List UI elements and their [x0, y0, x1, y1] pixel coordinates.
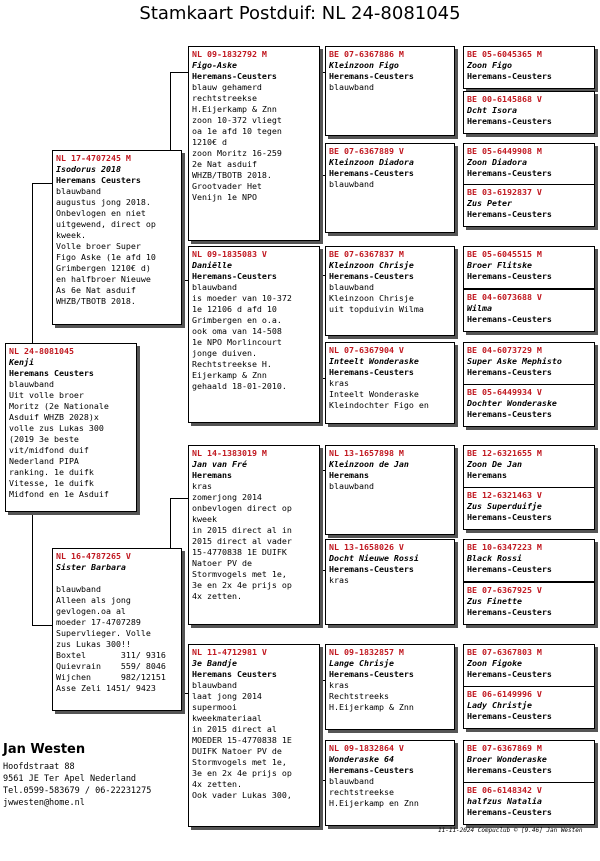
owner-email: jwwesten@home.nl — [3, 798, 85, 808]
pigeon-card-dam-dam — [188, 644, 320, 827]
ring-number: BE 05-6449934 V — [467, 387, 542, 397]
breeder-name: Heremans-Ceusters — [467, 765, 552, 775]
pigeon-card-gen4-3 — [463, 143, 595, 186]
pigeon-name: Kleinzoon Chrisje — [329, 260, 414, 270]
pigeon-card-sire — [52, 150, 182, 325]
pigeon-card-gen4-13 — [463, 644, 595, 687]
ring-number: BE 07-6367925 V — [467, 585, 542, 595]
pigeon-card-gen4-9 — [463, 445, 595, 488]
ring-number: NL 14-1383019 M — [192, 448, 267, 458]
pigeon-name: Kleinzoon de Jan — [329, 459, 409, 469]
pigeon-name: 3e Bandje — [192, 658, 237, 668]
pigeon-name: Inteelt Wonderaske — [329, 356, 419, 366]
breeder-name: Heremans-Ceusters — [467, 71, 552, 81]
breeder-name — [56, 573, 178, 584]
pigeon-card-gen4-5 — [463, 246, 595, 289]
ring-number: BE 03-6192837 V — [467, 187, 542, 197]
connector-line — [32, 512, 33, 625]
pigeon-card-sd-dam — [325, 342, 455, 424]
pigeon-notes: blauwband is moeder van 10-372 1e 12106 d afd 10 Grimbergen en o.a. ook oma van 14-508 1e NPO Morlincourt jonge duiven. Rechtstreekse H. Eijerkamp & Znn gehaald 18-01-2010. — [192, 282, 292, 391]
pigeon-card-gen4-15 — [463, 740, 595, 783]
breeder-name: Heremans-Ceusters — [467, 409, 552, 419]
footer-credit: 11-11-2024 Compuclub © [9.46] Jan Westen — [438, 827, 583, 834]
breeder-name: Heremans-Ceusters — [329, 669, 414, 679]
ring-number: NL 11-4712981 V — [192, 647, 267, 657]
breeder-name: Heremans-Ceusters — [329, 271, 414, 281]
ring-number: BE 06-6148342 V — [467, 785, 542, 795]
connector-line — [32, 625, 52, 626]
pigeon-name: Kenji — [9, 357, 34, 367]
pigeon-notes: kras — [329, 575, 349, 585]
pigeon-card-sd-sire — [325, 246, 455, 336]
pigeon-card-gen4-1 — [463, 46, 595, 89]
ring-number: NL 13-1657898 M — [329, 448, 404, 458]
connector-line — [170, 72, 188, 73]
ring-number: NL 07-6367904 V — [329, 345, 404, 355]
breeder-name: Heremans-Ceusters — [467, 711, 552, 721]
ring-number: BE 00-6145868 V — [467, 94, 542, 104]
pigeon-card-ss-sire — [325, 46, 455, 136]
pigeon-card-dd-sire — [325, 644, 455, 730]
pigeon-notes: blauwband — [329, 481, 374, 491]
pigeon-card-ss-dam — [325, 143, 455, 233]
breeder-name: Heremans-Ceusters — [467, 271, 552, 281]
ring-number: BE 07-6367889 V — [329, 146, 404, 156]
breeder-name: Heremans-Ceusters — [467, 807, 552, 817]
pigeon-notes: blauwband laat jong 2014 supermooi kweekmateriaal in 2015 direct al MOEDER 15-4770838 1E DUIFK Natoer PV de Stormvogels met 1e, 3e en 2x 4e prijs op 4x zetten. Ook vader Lukas 300, — [192, 680, 292, 800]
breeder-name: Heremans-Ceusters — [329, 71, 414, 81]
pigeon-card-gen4-14 — [463, 686, 595, 729]
pigeon-card-gen4-8 — [463, 384, 595, 427]
ring-number: BE 04-6073688 V — [467, 292, 542, 302]
ring-number: NL 17-4707245 M — [56, 153, 131, 163]
pigeon-name: Isodorus 2018 — [56, 164, 121, 174]
pigeon-name: Sister Barbara — [56, 562, 126, 572]
pigeon-card-main — [5, 343, 137, 512]
owner-street: Hoofdstraat 88 — [3, 762, 75, 772]
pigeon-card-gen4-7 — [463, 342, 595, 385]
breeder-name: Heremans — [467, 470, 507, 480]
ring-number: NL 13-1658026 V — [329, 542, 404, 552]
pigeon-card-gen4-11 — [463, 539, 595, 582]
breeder-name: Heremans-Ceusters — [329, 564, 414, 574]
breeder-name: Heremans Ceusters — [192, 669, 277, 679]
owner-name: Jan Westen — [3, 742, 86, 757]
pigeon-notes: blauwband Alleen als jong gevlogen.oa al moeder 17-4707289 Supervlieger. Volle zus Lukas 300!! Boxtel 311/ 9316 Quievrain 559/ 8046 Wijchen 982/12151 Asse Zeli 1451/ 9423 — [56, 584, 166, 693]
pigeon-notes: blauwband — [329, 179, 374, 189]
pigeon-card-ds-sire — [325, 445, 455, 535]
breeder-name: Heremans Ceusters — [56, 175, 141, 185]
ring-number: BE 04-6073729 M — [467, 345, 542, 355]
pigeon-card-gen4-10 — [463, 487, 595, 530]
owner-phone: Tel.0599-583679 / 06-22231275 — [3, 786, 152, 796]
ring-number: BE 07-6367803 M — [467, 647, 542, 657]
breeder-name: Heremans — [192, 470, 232, 480]
breeder-name: Heremans-Ceusters — [467, 512, 552, 522]
ring-number: BE 10-6347223 M — [467, 542, 542, 552]
ring-number: BE 07-6367869 M — [467, 743, 542, 753]
breeder-name: Heremans-Ceusters — [329, 168, 414, 178]
ring-number: NL 09-1832792 M — [192, 49, 267, 59]
ring-number: BE 12-6321655 M — [467, 448, 542, 458]
pigeon-name: Lady Christje — [467, 700, 532, 710]
pigeon-name: Jan van Fré — [192, 459, 247, 469]
owner-contact-block — [3, 742, 151, 809]
breeder-name: Heremans-Ceusters — [467, 367, 552, 377]
pigeon-card-dam-sire — [188, 445, 320, 625]
breeder-name: Heremans-Ceusters — [192, 71, 277, 81]
pigeon-name: Broer Wonderaske — [467, 754, 547, 764]
pigeon-name: Broer Flitske — [467, 260, 532, 270]
pigeon-name: Zoon Figoke — [467, 658, 522, 668]
pigeon-card-gen4-16 — [463, 782, 595, 825]
pigeon-name: Docht Nieuwe Rossi — [329, 553, 419, 563]
pigeon-name: halfzus Natalia — [467, 796, 542, 806]
pigeon-card-sire-dam — [188, 246, 320, 423]
ring-number: NL 09-1832857 M — [329, 647, 404, 657]
connector-line — [32, 183, 33, 343]
pigeon-name: Zoon Figo — [467, 60, 512, 70]
pigeon-notes: blauwband rechtstreekse H.Eijerkamp en Znn — [329, 776, 419, 808]
ring-number: BE 05-6045515 M — [467, 249, 542, 259]
pigeon-name: Super Aske Mephisto — [467, 356, 562, 366]
ring-number: BE 05-6045365 M — [467, 49, 542, 59]
ring-number: BE 07-6367886 M — [329, 49, 404, 59]
breeder-name: Heremans-Ceusters — [467, 314, 552, 324]
pigeon-card-gen4-6 — [463, 289, 595, 332]
pigeon-notes: blauwband augustus jong 2018. Onbevlogen en niet uitgewend, direct op kweek. Volle broer Super Figo Aske (1e afd 10 Grimbergen 1210€ d) en halfbroer Nieuwe As 6e Nat asduif WHZB/TBOTB 2018. — [56, 186, 156, 306]
breeder-name: Heremans-Ceusters — [467, 116, 552, 126]
breeder-name: Heremans-Ceusters — [192, 271, 277, 281]
breeder-name: Heremans-Ceusters — [467, 209, 552, 219]
ring-number: NL 09-1832864 V — [329, 743, 404, 753]
pigeon-name: Zoon Diadora — [467, 157, 527, 167]
connector-line — [32, 183, 52, 184]
pigeon-notes: blauwband Kleinzoon Chrisje uit topduivin Wilma — [329, 282, 424, 314]
pigeon-card-sire-sire — [188, 46, 320, 241]
connector-line — [170, 498, 188, 499]
ring-number: BE 07-6367837 M — [329, 249, 404, 259]
pigeon-name: Dochter Wonderaske — [467, 398, 557, 408]
pigeon-name: Zus Superduifje — [467, 501, 542, 511]
pigeon-name: Wonderaske 64 — [329, 754, 394, 764]
ring-number: BE 06-6149996 V — [467, 689, 542, 699]
pigeon-name: Zus Finette — [467, 596, 522, 606]
pigeon-notes: kras zomerjong 2014 onbevlogen direct op kweek in 2015 direct al in 2015 direct al vader 15-4770838 1E DUIFK Natoer PV de Stormvogels met 1e, 3e en 2x 4e prijs op 4x zetten. — [192, 481, 292, 601]
pigeon-name: Daniëlle — [192, 260, 232, 270]
pigeon-card-ds-dam — [325, 539, 455, 625]
pigeon-name: Kleinzoon Diadora — [329, 157, 414, 167]
breeder-name: Heremans-Ceusters — [467, 168, 552, 178]
ring-number: BE 12-6321463 V — [467, 490, 542, 500]
pigeon-notes: blauwband — [329, 82, 374, 92]
pigeon-notes: blauw gehamerd rechtstreekse H.Eijerkamp & Znn zoon 10-372 vliegt oa 1e afd 10 tegen 1210€ d zoon Moritz 16-259 2e Nat asduif WHZB/TBOTB 2018. Grootvader Het Venijn 1e NPO — [192, 82, 282, 202]
pigeon-notes: blauwband Uit volle broer Moritz (2e Nationale Asduif WHZB 2028)x volle zus Lukas 300 (2019 3e beste vit/midfond duif Nederland PIPA ranking. 1e duifk Vitesse, 1e duifk Midfond en 1e Asduif — [9, 379, 109, 499]
breeder-name: Heremans-Ceusters — [329, 765, 414, 775]
pigeon-notes: kras Inteelt Wonderaske Kleindochter Figo en — [329, 378, 429, 410]
breeder-name: Heremans-Ceusters — [467, 607, 552, 617]
breeder-name: Heremans Ceusters — [9, 368, 94, 378]
pigeon-card-gen4-4 — [463, 184, 595, 227]
pigeon-name: Black Rossi — [467, 553, 522, 563]
breeder-name: Heremans-Ceusters — [329, 367, 414, 377]
pigeon-card-dd-dam — [325, 740, 455, 826]
ring-number: NL 16-4787265 V — [56, 551, 131, 561]
pigeon-name: Kleinzoon Figo — [329, 60, 399, 70]
pigeon-card-gen4-2 — [463, 91, 595, 134]
pigeon-card-dam — [52, 548, 182, 711]
breeder-name: Heremans — [329, 470, 369, 480]
owner-city: 9561 JE Ter Apel Nederland — [3, 774, 137, 784]
pigeon-name: Dcht Isora — [467, 105, 517, 115]
pigeon-name: Zoon De Jan — [467, 459, 522, 469]
pigeon-name: Wilma — [467, 303, 492, 313]
breeder-name: Heremans-Ceusters — [467, 669, 552, 679]
pigeon-card-gen4-12 — [463, 582, 595, 625]
pigeon-notes: kras Rechtstreeks H.Eijerkamp & Znn — [329, 680, 414, 712]
pigeon-name: Figo-Aske — [192, 60, 237, 70]
page-title: Stamkaart Postduif: NL 24-8081045 — [139, 3, 461, 24]
pigeon-name: Lange Chrisje — [329, 658, 394, 668]
breeder-name: Heremans-Ceusters — [467, 564, 552, 574]
ring-number: NL 24-8081045 — [9, 346, 74, 356]
pigeon-name: Zus Peter — [467, 198, 512, 208]
ring-number: BE 05-6449908 M — [467, 146, 542, 156]
ring-number: NL 09-1835083 V — [192, 249, 267, 259]
